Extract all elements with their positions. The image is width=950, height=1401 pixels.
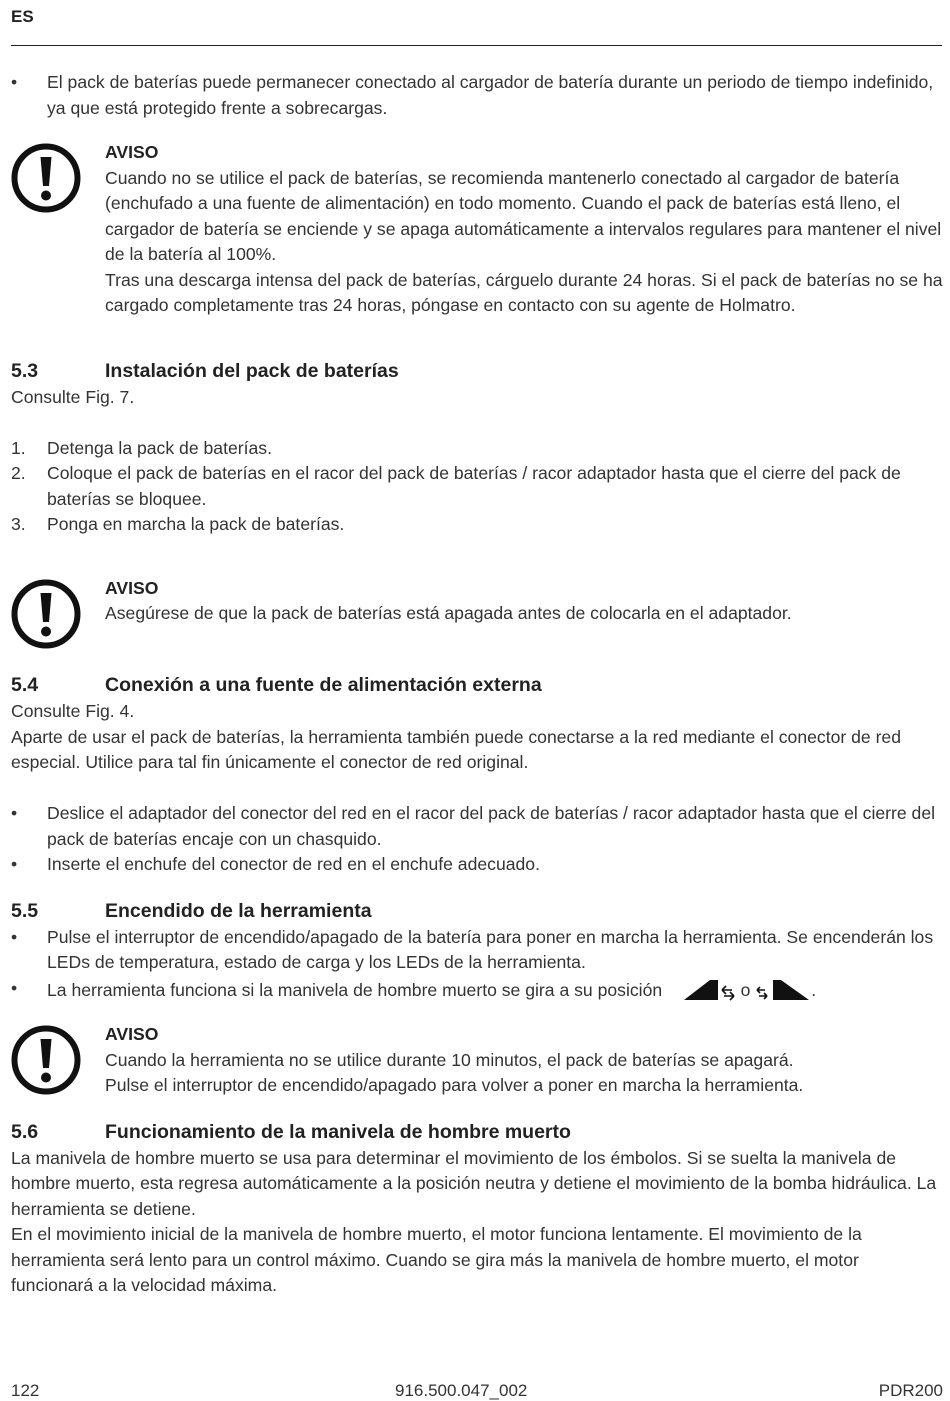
bullet-marker: • [11,72,18,92]
section-number: 5.3 [11,359,39,382]
bullet-item [11,852,943,878]
document-number: 916.500.047_002 [395,1381,528,1400]
bullet-item [11,70,943,121]
section-heading [11,357,943,385]
notice-text: Cuando la herramienta no se utilice durante 10 minutos, el pack de baterías se apagará. [105,1049,794,1070]
model-name: PDR200 [878,1381,943,1400]
page-content [11,70,943,1299]
section-title: Funcionamiento de la manivela de hombre muerto [105,1120,571,1143]
bullet-item [11,976,943,1004]
handle-position-left-icon [755,976,811,1002]
numbered-step [11,461,943,512]
bullet-text: El pack de baterías puede permanecer conectado al cargador de batería durante un periodo de tiempo indefinido, ya que está protegido frente a sobrecargas. [47,72,934,118]
section-number: 5.4 [11,674,39,696]
bullet-text: Pulse el interruptor de encendido/apagado de la batería para poner en marcha la herramienta. Se encenderán los LEDs de temperatura, estado de carga y los LEDs de la herramienta. [47,926,934,972]
notice-title: AVISO [105,577,159,598]
bullet-text: Deslice el adaptador del conector del red en el racor del pack de baterías / racor adaptador hasta que el cierre del pack de baterías encaje con un chasquido. [47,803,936,849]
step-text: Coloque el pack de baterías en el racor del pack de baterías / racor adaptador hasta que el cierre del pack de baterías se bloquee. [47,463,901,509]
step-text: Detenga la pack de baterías. [47,437,272,458]
section-heading [11,1118,943,1146]
notice-title: AVISO [105,1024,159,1044]
notice-text: Asegúrese de que la pack de baterías está apagada antes de colocarla en el adaptador. [105,603,792,623]
bullet-text: Inserte el enchufe del conector de red en el enchufe adecuado. [47,854,540,874]
notice-text: Cuando no se utilice el pack de baterías, se recomienda mantenerlo conectado al cargador de batería (enchufado a una fuente de alimentación) en todo momento. Cuando el pack de baterías está lleno, el cargador de batería se enciende y se apaga automáticamente a intervalos regulares para mantener el nivel de la batería al 100%. [105,167,942,264]
section-title: Encendido de la herramienta [105,899,372,922]
warning-exclamation-icon [11,1025,81,1095]
bullet-item [11,801,943,852]
figure-reference: Consulte Fig. 7. [11,386,135,407]
section-title: Instalación del pack de baterías [105,359,399,382]
section-number: 5.5 [11,899,39,922]
header-rule [11,45,942,46]
step-text: Ponga en marcha la pack de baterías. [47,514,345,534]
language-code: ES [11,7,34,26]
bullet-marker: • [11,854,18,874]
step-number: 3. [11,514,26,534]
notice-box [11,140,943,319]
bullet-marker: • [11,803,18,823]
or-word: o [740,979,751,1000]
bullet-marker: • [11,926,18,947]
section-heading [11,897,943,925]
bullet-marker: • [11,977,18,998]
section-number: 5.6 [11,1120,39,1143]
warning-exclamation-icon [11,579,81,649]
figure-reference: Consulte Fig. 4. [11,701,135,721]
notice-text: Pulse el interruptor de encendido/apagado para volver a poner en marcha la herramienta. [105,1075,804,1095]
section-title: Conexión a una fuente de alimentación externa [105,674,542,696]
step-number: 2. [11,463,26,483]
page-number: 122 [11,1381,40,1400]
numbered-step [11,512,943,538]
bullet-text: La herramienta funciona si la manivela de hombre muerto se gira a su posición [47,979,663,1000]
notice-text: Tras una descarga intensa del pack de baterías, cárguelo durante 24 horas. Si el pack de baterías no se ha cargado completamente tras 24 horas, póngase en contacto con su agente de Holmatro. [105,269,943,315]
notice-box [11,576,943,627]
bullet-item [11,925,943,976]
notice-box [11,1022,943,1099]
warning-exclamation-icon [11,143,81,213]
paragraph: Aparte de usar el pack de baterías, la herramienta también puede conectarse a la red mediante el conector de red especial. Utilice para tal fin únicamente el conector de red original. [11,726,901,772]
paragraph: La manivela de hombre muerto se usa para determinar el movimiento de los émbolos. Si se suelta la manivela de hombre muerto, esta regresa automáticamente a la posición neutra y detiene el movimiento de la bomba hidráulica. La herramienta se detiene. [11,1147,937,1219]
step-number: 1. [11,437,26,458]
handle-position-right-icon [682,976,736,1002]
paragraph: En el movimiento inicial de la manivela de hombre muerto, el motor funciona lentamente. El movimiento de la herramienta será lento para un control máximo. Cuando se gira más la manivela de hombre muerto, el motor funcionará a la velocidad máxima. [11,1224,862,1295]
numbered-step [11,436,943,462]
sentence-end: . [811,979,817,1000]
section-heading [11,671,943,699]
notice-title: AVISO [105,142,159,162]
